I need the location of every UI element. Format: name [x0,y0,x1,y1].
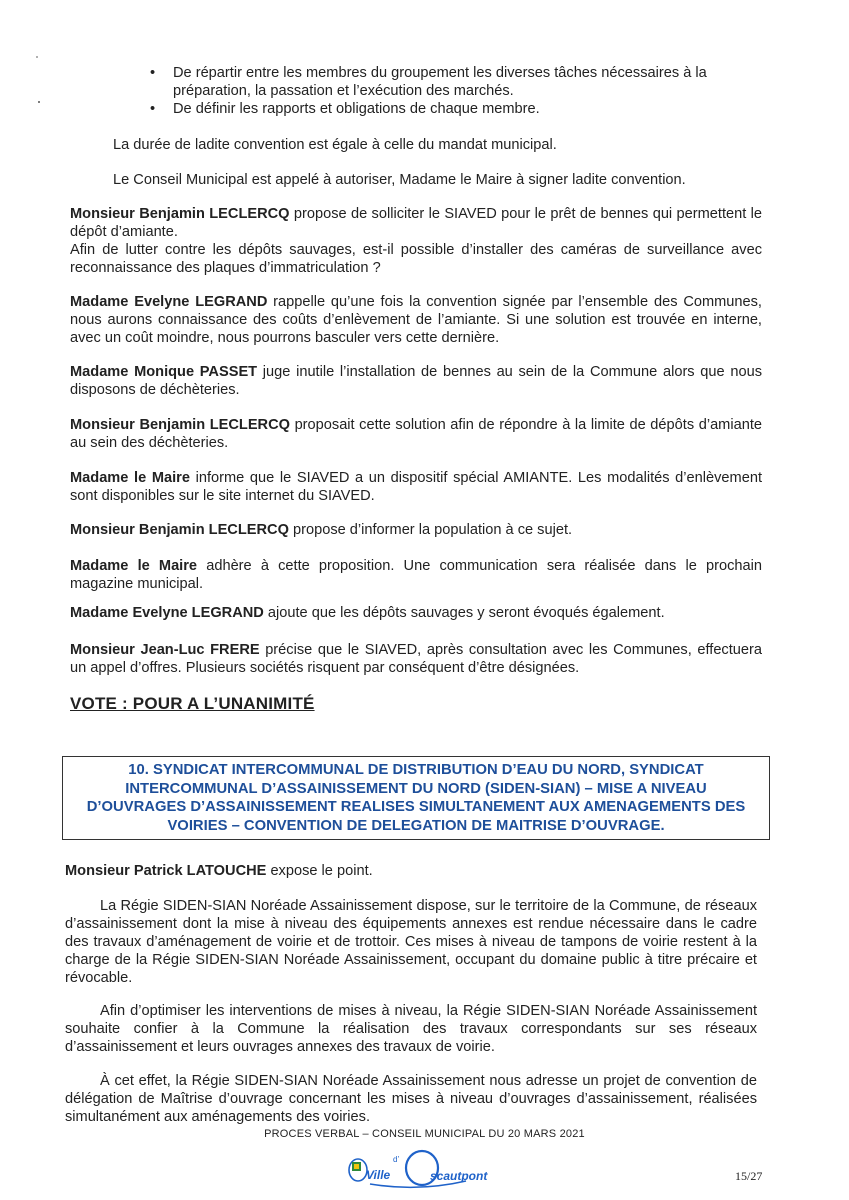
section-number: 10. [128,762,149,778]
intervention [70,416,762,452]
speaker-name: Madame Evelyne LEGRAND [70,605,264,621]
speaker-name: Monsieur Benjamin LECLERCQ [70,522,289,538]
speaker-name: Monsieur Jean-Luc FRERE [70,642,260,658]
list-item [150,64,760,100]
speaker-name: Monsieur Patrick LATOUCHE [65,863,267,879]
paragraph-autoriser: Le Conseil Municipal est appelé à autoriser, Madame le Maire à signer ladite convention. [113,172,686,188]
intervention [70,557,762,593]
intervention-text: précise que le SIAVED, après consultation avec les Communes, effectuera un appel d’offres. Plusieurs sociétés risquent par conséquent d’être désignées. [70,642,762,676]
section-title-line: D’OUVRAGES D’ASSAINISSEMENT REALISES SIMULTANEMENT AUX AMENAGEMENTS DES [86,799,746,815]
expose-line [65,862,757,880]
speaker-name: Madame le Maire [70,558,198,574]
intervention-text: Afin de lutter contre les dépôts sauvages, est-il possible d’installer des caméras de surveillance avec reconnaissance des plaques d’immatriculation ? [70,242,762,276]
section-title [63,761,769,835]
logo-name: scautpont [430,1169,488,1183]
speaker-name: Madame le Maire [70,470,190,486]
intervention [70,293,762,347]
intervention [70,363,762,399]
speaker-name: Monsieur Benjamin LECLERCQ [70,417,290,433]
intervention [70,205,762,277]
body-paragraph: Afin d’optimiser les interventions de mises à niveau, la Régie SIDEN-SIAN Noréade Assainissement souhaite confier à la Commune la réalisation des travaux correspondants sur ses réseaux d’assainissement et leurs ouvrages annexes des travaux de voirie. [65,1003,757,1055]
section-title-line: SYNDICAT INTERCOMMUNAL DE DISTRIBUTION D’EAU DU NORD, SYNDICAT [152,762,704,778]
section-title-line: VOIRIES – CONVENTION DE DELEGATION DE MAITRISE D’OUVRAGE. [167,817,665,834]
intervention-text: propose de solliciter le SIAVED pour le prêt de bennes qui permettent le dépôt d’amiante. [70,206,762,240]
intervention [70,521,762,539]
section-title-box [62,756,770,840]
logo-graphic [348,1148,488,1192]
scan-speck [38,101,40,103]
body-paragraph: À cet effet, la Régie SIDEN-SIAN Noréade Assainissement nous adresse un projet de convention de délégation de Maîtrise d’ouvrage concernant les mises à niveau d’ouvrages d’assainissement, réalisées simultanément aux aménagements des voiries. [65,1073,757,1125]
intervention-text: propose d’informer la population à ce sujet. [288,522,573,538]
list-item [150,100,760,118]
bullet-icon: • [150,101,156,117]
body-paragraph: La Régie SIDEN-SIAN Noréade Assainissement dispose, sur le territoire de la Commune, de réseaux d’assainissement dont la mise à niveau des équipements annexes est rendue nécessaire dans le cadre des travaux d’aménagement de voirie et de trottoir. Ces mises à niveau de tampons de voirie restent à la charge de la Régie SIDEN-SIAN Noréade Assainissement, occupant du domaine public à titre précaire et révocable. [65,898,757,986]
town-logo [348,1148,488,1192]
page-number: 15/27 [735,1169,763,1183]
scan-speck [36,56,38,58]
speaker-name: Madame Monique PASSET [70,364,258,380]
logo-ville: Ville [366,1168,391,1182]
intervention-text: ajoute que les dépôts sauvages y seront évoqués également. [263,605,665,621]
expose-text: expose le point. [266,863,373,879]
intervention-text: rappelle qu’une fois la convention signée par l’ensemble des Communes, nous aurons connaissance des coûts d’enlèvement de l’amiante. Si une solution est trouvée en interne, avec un coût moindre, nous pourrons basculer vers cette dernière. [70,294,762,346]
footer-text: PROCES VERBAL – CONSEIL MUNICIPAL DU 20 MARS 2021 [264,1128,585,1140]
intervention-text: juge inutile l’installation de bennes au sein de la Commune alors que nous disposons de déchèteries. [70,364,763,398]
intervention-text: informe que le SIAVED a un dispositif spécial AMIANTE. Les modalités d’enlèvement sont disponibles sur le site internet du SIAVED. [70,470,762,504]
speaker-name: Madame Evelyne LEGRAND [70,294,268,310]
paragraph-duree: La durée de ladite convention est égale à celle du mandat municipal. [113,137,557,153]
intervention-text: proposait cette solution afin de répondre à la limite de dépôts d’amiante au sein des déchèteries. [70,417,762,451]
bullet-icon: • [150,65,156,81]
speaker-name: Monsieur Benjamin LECLERCQ [70,206,290,222]
intervention [70,469,762,505]
list-item-text: De définir les rapports et obligations de chaque membre. [173,101,540,117]
vote-result: VOTE : POUR A L’UNANIMITÉ [70,694,315,713]
intervention [70,604,762,622]
intervention-text: adhère à cette proposition. Une communication sera réalisée dans le prochain magazine municipal. [70,558,762,592]
intervention [70,641,762,677]
list-item-text: De répartir entre les membres du groupement les diverses tâches nécessaires à la préparation, la passation et l’exécution des marchés. [173,65,707,99]
section-title-line: INTERCOMMUNAL D’ASSAINISSEMENT DU NORD (SIDEN-SIAN) – MISE A NIVEAU [125,780,707,797]
logo-de: d’ [393,1155,400,1164]
